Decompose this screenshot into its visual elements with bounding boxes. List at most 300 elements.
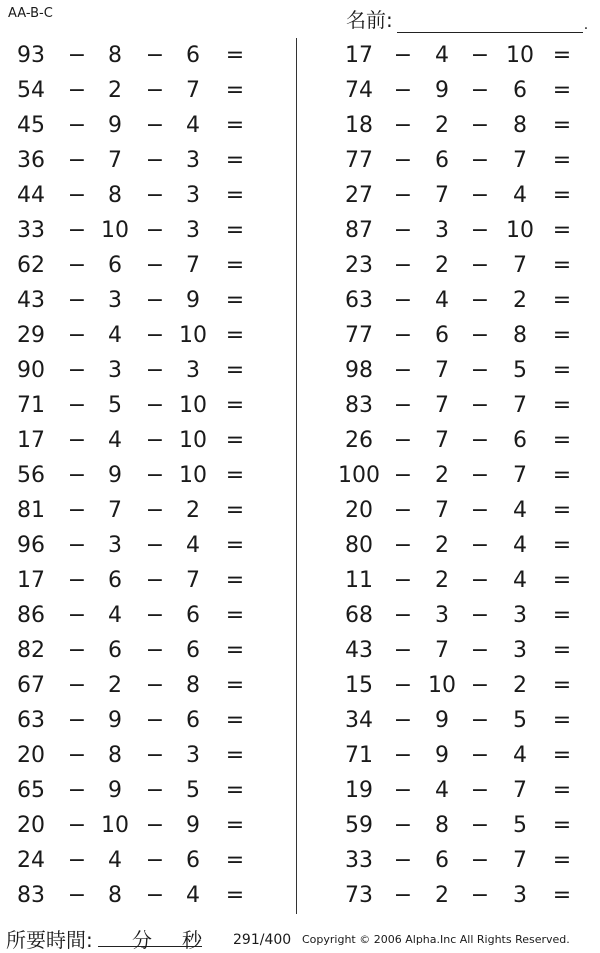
minus-sign: − <box>393 497 413 523</box>
minuend: 43 <box>17 287 45 313</box>
problem-row <box>0 703 270 738</box>
minus-sign: − <box>145 777 165 803</box>
first-subtrahend: 9 <box>435 707 449 733</box>
minus-sign: − <box>393 42 413 68</box>
minus-sign: − <box>67 532 87 558</box>
minus-sign: − <box>67 217 87 243</box>
page-number: 291/400 <box>233 932 292 948</box>
first-subtrahend: 5 <box>108 392 122 418</box>
first-subtrahend: 2 <box>108 672 122 698</box>
minuend: 90 <box>17 357 45 383</box>
second-subtrahend: 3 <box>186 357 200 383</box>
minuend: 23 <box>345 252 373 278</box>
second-subtrahend: 4 <box>513 182 527 208</box>
minus-sign: − <box>470 357 490 383</box>
minus-sign: − <box>67 672 87 698</box>
second-subtrahend: 2 <box>513 287 527 313</box>
problem-row <box>0 493 270 528</box>
first-subtrahend: 4 <box>108 427 122 453</box>
second-subtrahend: 10 <box>506 42 534 68</box>
first-subtrahend: 7 <box>435 637 449 663</box>
problem-row <box>0 878 270 913</box>
second-subtrahend: 6 <box>186 707 200 733</box>
first-subtrahend: 3 <box>435 602 449 628</box>
second-subtrahend: 10 <box>179 427 207 453</box>
equals-sign: = <box>225 217 245 243</box>
minus-sign: − <box>470 217 490 243</box>
minus-sign: − <box>393 252 413 278</box>
minus-sign: − <box>470 322 490 348</box>
problem-row <box>0 668 270 703</box>
minus-sign: − <box>470 462 490 488</box>
minus-sign: − <box>145 287 165 313</box>
minus-sign: − <box>145 182 165 208</box>
equals-sign: = <box>552 322 572 348</box>
name-blank-line[interactable] <box>397 12 583 33</box>
column-divider <box>296 38 297 914</box>
second-subtrahend: 8 <box>186 672 200 698</box>
minuend: 65 <box>17 777 45 803</box>
minus-sign: − <box>145 812 165 838</box>
equals-sign: = <box>552 392 572 418</box>
equals-sign: = <box>552 777 572 803</box>
problem-row <box>330 668 600 703</box>
minus-sign: − <box>67 42 87 68</box>
minus-sign: − <box>470 602 490 628</box>
minus-sign: − <box>145 322 165 348</box>
problem-row <box>330 73 600 108</box>
first-subtrahend: 2 <box>435 252 449 278</box>
first-subtrahend: 8 <box>108 882 122 908</box>
second-subtrahend: 7 <box>513 392 527 418</box>
first-subtrahend: 6 <box>435 147 449 173</box>
minus-sign: − <box>470 182 490 208</box>
first-subtrahend: 7 <box>435 357 449 383</box>
equals-sign: = <box>552 532 572 558</box>
minus-sign: − <box>393 672 413 698</box>
minus-sign: − <box>470 707 490 733</box>
equals-sign: = <box>552 707 572 733</box>
first-subtrahend: 2 <box>108 77 122 103</box>
minuend: 17 <box>17 427 45 453</box>
right-problem-column <box>330 38 600 913</box>
first-subtrahend: 9 <box>435 77 449 103</box>
minus-sign: − <box>393 532 413 558</box>
equals-sign: = <box>225 462 245 488</box>
equals-sign: = <box>225 182 245 208</box>
first-subtrahend: 8 <box>108 742 122 768</box>
second-subtrahend: 5 <box>513 707 527 733</box>
problem-row <box>0 388 270 423</box>
equals-sign: = <box>225 532 245 558</box>
problem-row <box>330 773 600 808</box>
first-subtrahend: 8 <box>108 182 122 208</box>
minus-sign: − <box>145 672 165 698</box>
minus-sign: − <box>67 847 87 873</box>
name-end-mark: . <box>583 17 589 33</box>
minus-sign: − <box>393 182 413 208</box>
second-subtrahend: 4 <box>186 112 200 138</box>
second-subtrahend: 9 <box>186 812 200 838</box>
second-subtrahend: 4 <box>186 532 200 558</box>
problem-row <box>330 563 600 598</box>
minus-sign: − <box>393 602 413 628</box>
second-subtrahend: 10 <box>179 462 207 488</box>
equals-sign: = <box>552 847 572 873</box>
minus-sign: − <box>393 427 413 453</box>
first-subtrahend: 10 <box>428 672 456 698</box>
minus-sign: − <box>393 217 413 243</box>
first-subtrahend: 9 <box>108 462 122 488</box>
minuend: 20 <box>17 812 45 838</box>
problem-row <box>330 598 600 633</box>
second-subtrahend: 7 <box>513 847 527 873</box>
minus-sign: − <box>67 322 87 348</box>
minuend: 34 <box>345 707 373 733</box>
minus-sign: − <box>393 882 413 908</box>
equals-sign: = <box>225 847 245 873</box>
equals-sign: = <box>225 777 245 803</box>
minus-sign: − <box>145 77 165 103</box>
first-subtrahend: 2 <box>435 567 449 593</box>
minuend: 24 <box>17 847 45 873</box>
first-subtrahend: 6 <box>108 637 122 663</box>
equals-sign: = <box>225 567 245 593</box>
equals-sign: = <box>552 252 572 278</box>
minuend: 81 <box>17 497 45 523</box>
problem-row <box>0 738 270 773</box>
minus-sign: − <box>470 427 490 453</box>
problem-row <box>0 73 270 108</box>
minuend: 96 <box>17 532 45 558</box>
first-subtrahend: 9 <box>435 742 449 768</box>
minus-sign: − <box>393 637 413 663</box>
equals-sign: = <box>552 287 572 313</box>
problem-row <box>330 843 600 878</box>
minuend: 20 <box>17 742 45 768</box>
minuend: 20 <box>345 497 373 523</box>
second-subtrahend: 6 <box>513 427 527 453</box>
second-subtrahend: 7 <box>186 77 200 103</box>
footer <box>0 922 600 952</box>
equals-sign: = <box>225 672 245 698</box>
problem-row <box>0 773 270 808</box>
first-subtrahend: 6 <box>435 847 449 873</box>
minus-sign: − <box>67 497 87 523</box>
minuend: 98 <box>345 357 373 383</box>
minuend: 11 <box>345 567 373 593</box>
equals-sign: = <box>225 147 245 173</box>
first-subtrahend: 3 <box>108 357 122 383</box>
equals-sign: = <box>225 742 245 768</box>
first-subtrahend: 4 <box>435 42 449 68</box>
second-subtrahend: 3 <box>186 742 200 768</box>
problem-row <box>0 423 270 458</box>
minus-sign: − <box>145 847 165 873</box>
second-subtrahend: 6 <box>186 637 200 663</box>
minus-sign: − <box>67 567 87 593</box>
second-subtrahend: 4 <box>186 882 200 908</box>
second-subtrahend: 4 <box>513 742 527 768</box>
problem-row <box>330 423 600 458</box>
problem-row <box>0 108 270 143</box>
first-subtrahend: 7 <box>435 182 449 208</box>
equals-sign: = <box>225 427 245 453</box>
minuend: 44 <box>17 182 45 208</box>
equals-sign: = <box>225 497 245 523</box>
first-subtrahend: 4 <box>108 602 122 628</box>
second-subtrahend: 5 <box>513 357 527 383</box>
minuend: 26 <box>345 427 373 453</box>
minuend: 59 <box>345 812 373 838</box>
second-subtrahend: 3 <box>513 637 527 663</box>
minus-sign: − <box>393 777 413 803</box>
minus-sign: − <box>67 357 87 383</box>
minuend: 71 <box>345 742 373 768</box>
second-subtrahend: 4 <box>513 532 527 558</box>
minus-sign: − <box>393 812 413 838</box>
problem-row <box>330 738 600 773</box>
minus-sign: − <box>393 287 413 313</box>
minus-sign: − <box>470 147 490 173</box>
minuend: 33 <box>345 847 373 873</box>
minus-sign: − <box>470 812 490 838</box>
minuend: 82 <box>17 637 45 663</box>
problem-row <box>330 703 600 738</box>
minuend: 54 <box>17 77 45 103</box>
minuend: 17 <box>345 42 373 68</box>
minuend: 29 <box>17 322 45 348</box>
minus-sign: − <box>470 77 490 103</box>
equals-sign: = <box>552 427 572 453</box>
minuend: 33 <box>17 217 45 243</box>
equals-sign: = <box>552 882 572 908</box>
minuend: 27 <box>345 182 373 208</box>
minuend: 19 <box>345 777 373 803</box>
minus-sign: − <box>67 742 87 768</box>
minus-sign: − <box>393 77 413 103</box>
equals-sign: = <box>225 637 245 663</box>
first-subtrahend: 4 <box>108 847 122 873</box>
problem-row <box>330 633 600 668</box>
minus-sign: − <box>67 637 87 663</box>
problem-row <box>330 878 600 913</box>
first-subtrahend: 7 <box>108 147 122 173</box>
problem-row <box>0 808 270 843</box>
problem-row <box>330 38 600 73</box>
first-subtrahend: 8 <box>108 42 122 68</box>
minuend: 83 <box>345 392 373 418</box>
second-subtrahend: 3 <box>513 882 527 908</box>
equals-sign: = <box>225 357 245 383</box>
problem-row <box>330 213 600 248</box>
problem-row <box>0 248 270 283</box>
left-problem-column <box>0 38 270 913</box>
minus-sign: − <box>145 532 165 558</box>
problem-row <box>0 353 270 388</box>
copyright-notice: Copyright © 2006 Alpha.Inc All Rights Reserved. <box>302 933 570 946</box>
minus-sign: − <box>470 392 490 418</box>
first-subtrahend: 7 <box>435 427 449 453</box>
second-subtrahend: 3 <box>513 602 527 628</box>
minuend: 43 <box>345 637 373 663</box>
second-subtrahend: 7 <box>513 147 527 173</box>
minus-sign: − <box>145 637 165 663</box>
minus-sign: − <box>67 252 87 278</box>
equals-sign: = <box>225 602 245 628</box>
minuend: 63 <box>17 707 45 733</box>
minus-sign: − <box>393 707 413 733</box>
equals-sign: = <box>225 392 245 418</box>
problem-row <box>0 178 270 213</box>
minuend: 45 <box>17 112 45 138</box>
second-subtrahend: 6 <box>186 847 200 873</box>
second-subtrahend: 4 <box>513 497 527 523</box>
equals-sign: = <box>552 602 572 628</box>
minus-sign: − <box>145 707 165 733</box>
minus-sign: − <box>67 707 87 733</box>
equals-sign: = <box>552 112 572 138</box>
equals-sign: = <box>225 42 245 68</box>
minus-sign: − <box>67 182 87 208</box>
minus-sign: − <box>145 42 165 68</box>
equals-sign: = <box>552 812 572 838</box>
minus-sign: − <box>67 777 87 803</box>
first-subtrahend: 2 <box>435 882 449 908</box>
second-subtrahend: 8 <box>513 322 527 348</box>
second-subtrahend: 10 <box>506 217 534 243</box>
first-subtrahend: 10 <box>101 217 129 243</box>
minuend: 83 <box>17 882 45 908</box>
equals-sign: = <box>552 42 572 68</box>
minuend: 68 <box>345 602 373 628</box>
second-subtrahend: 7 <box>513 777 527 803</box>
minus-sign: − <box>470 42 490 68</box>
minuend: 67 <box>17 672 45 698</box>
minus-sign: − <box>470 637 490 663</box>
problem-row <box>330 353 600 388</box>
minuend: 93 <box>17 42 45 68</box>
minuend: 17 <box>17 567 45 593</box>
equals-sign: = <box>552 462 572 488</box>
problem-row <box>0 458 270 493</box>
minuend: 36 <box>17 147 45 173</box>
first-subtrahend: 3 <box>108 532 122 558</box>
name-label: 名前: <box>346 8 393 32</box>
minuend: 77 <box>345 322 373 348</box>
first-subtrahend: 6 <box>108 567 122 593</box>
second-subtrahend: 8 <box>513 112 527 138</box>
name-field <box>346 4 588 33</box>
first-subtrahend: 6 <box>435 322 449 348</box>
problem-row <box>0 283 270 318</box>
equals-sign: = <box>552 217 572 243</box>
minus-sign: − <box>470 497 490 523</box>
second-subtrahend: 9 <box>186 287 200 313</box>
equals-sign: = <box>552 497 572 523</box>
minus-sign: − <box>470 742 490 768</box>
problem-row <box>330 143 600 178</box>
minutes-unit: 分 <box>132 928 152 952</box>
equals-sign: = <box>225 252 245 278</box>
minus-sign: − <box>393 357 413 383</box>
minus-sign: − <box>470 672 490 698</box>
first-subtrahend: 8 <box>435 812 449 838</box>
minuend: 62 <box>17 252 45 278</box>
minuend: 18 <box>345 112 373 138</box>
minus-sign: − <box>470 532 490 558</box>
minuend: 87 <box>345 217 373 243</box>
minus-sign: − <box>67 812 87 838</box>
equals-sign: = <box>225 812 245 838</box>
minus-sign: − <box>145 567 165 593</box>
minus-sign: − <box>470 847 490 873</box>
minuend: 74 <box>345 77 373 103</box>
problem-row <box>330 178 600 213</box>
minuend: 71 <box>17 392 45 418</box>
minus-sign: − <box>145 112 165 138</box>
minuend: 100 <box>338 462 380 488</box>
problem-row <box>330 808 600 843</box>
first-subtrahend: 4 <box>435 287 449 313</box>
equals-sign: = <box>552 357 572 383</box>
minus-sign: − <box>67 112 87 138</box>
equals-sign: = <box>225 287 245 313</box>
problem-row <box>0 843 270 878</box>
minus-sign: − <box>393 322 413 348</box>
first-subtrahend: 7 <box>435 497 449 523</box>
problem-row <box>0 528 270 563</box>
problem-row <box>0 213 270 248</box>
equals-sign: = <box>552 77 572 103</box>
equals-sign: = <box>552 147 572 173</box>
minuend: 56 <box>17 462 45 488</box>
minus-sign: − <box>393 462 413 488</box>
minus-sign: − <box>145 357 165 383</box>
problem-row <box>0 563 270 598</box>
minus-sign: − <box>67 77 87 103</box>
equals-sign: = <box>225 77 245 103</box>
second-subtrahend: 6 <box>186 602 200 628</box>
equals-sign: = <box>552 567 572 593</box>
equals-sign: = <box>552 637 572 663</box>
first-subtrahend: 2 <box>435 462 449 488</box>
first-subtrahend: 9 <box>108 112 122 138</box>
first-subtrahend: 6 <box>108 252 122 278</box>
equals-sign: = <box>225 112 245 138</box>
minus-sign: − <box>393 392 413 418</box>
minus-sign: − <box>145 462 165 488</box>
second-subtrahend: 3 <box>186 182 200 208</box>
minus-sign: − <box>470 287 490 313</box>
minus-sign: − <box>393 742 413 768</box>
minus-sign: − <box>393 567 413 593</box>
problem-row <box>330 283 600 318</box>
first-subtrahend: 7 <box>108 497 122 523</box>
problem-row <box>0 143 270 178</box>
problem-row <box>330 108 600 143</box>
first-subtrahend: 3 <box>108 287 122 313</box>
problem-row <box>330 528 600 563</box>
first-subtrahend: 10 <box>101 812 129 838</box>
equals-sign: = <box>225 707 245 733</box>
minus-sign: − <box>145 427 165 453</box>
first-subtrahend: 7 <box>435 392 449 418</box>
minus-sign: − <box>470 112 490 138</box>
minus-sign: − <box>470 777 490 803</box>
second-subtrahend: 6 <box>186 42 200 68</box>
problem-row <box>330 248 600 283</box>
